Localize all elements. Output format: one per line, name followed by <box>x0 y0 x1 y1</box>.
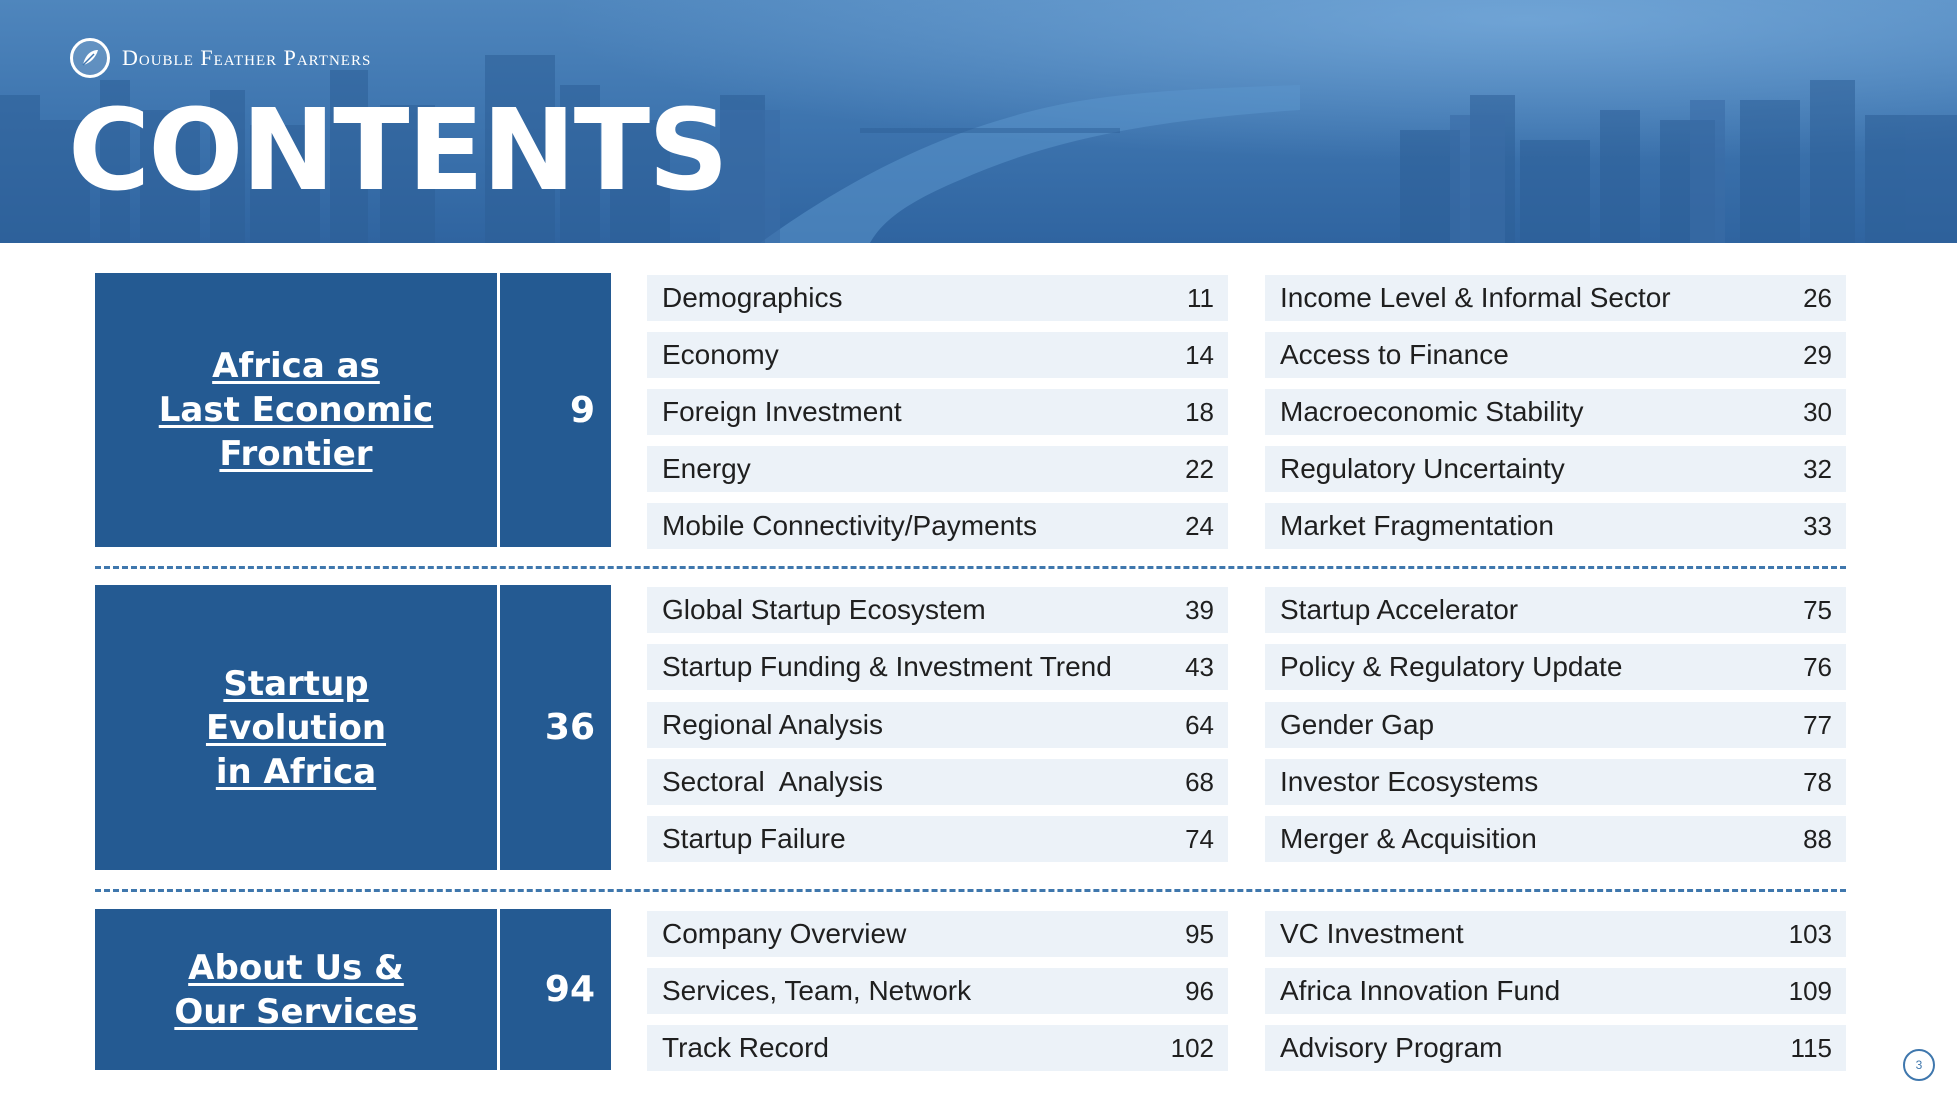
toc-item-label: Income Level & Informal Sector <box>1280 282 1671 313</box>
toc-item-page: 78 <box>1803 766 1832 797</box>
section-title-box <box>95 585 497 870</box>
header-banner <box>0 0 1957 243</box>
toc-item[interactable] <box>1265 275 1846 321</box>
toc-item-label: Startup Failure <box>662 823 846 854</box>
toc-item-label: Advisory Program <box>1280 1032 1503 1063</box>
section-title-link[interactable]: About Us & Our Services <box>174 947 418 1032</box>
toc-item-page: 96 <box>1185 975 1214 1006</box>
toc-item[interactable] <box>647 389 1228 435</box>
toc-item-label: Company Overview <box>662 918 907 949</box>
toc-item-label: Services, Team, Network <box>662 975 972 1006</box>
toc-item-page: 43 <box>1185 651 1214 682</box>
toc-item[interactable] <box>1265 759 1846 805</box>
toc-item-page: 109 <box>1788 975 1832 1006</box>
section-startup-evolution <box>0 585 1957 870</box>
toc-item-label: Energy <box>662 453 751 484</box>
toc-item-page: 30 <box>1803 396 1832 427</box>
toc-item-label: Mobile Connectivity/Payments <box>662 510 1038 541</box>
toc-item[interactable] <box>647 911 1228 957</box>
section-title-box <box>95 909 497 1070</box>
toc-item[interactable] <box>1265 389 1846 435</box>
toc-item-page: 88 <box>1803 823 1832 854</box>
toc-item-page: 74 <box>1185 823 1214 854</box>
toc-item-page: 39 <box>1185 594 1214 625</box>
toc-item[interactable] <box>1265 446 1846 492</box>
toc-item[interactable] <box>647 275 1228 321</box>
toc-item-label: VC Investment <box>1280 918 1464 949</box>
toc-item[interactable] <box>1265 587 1846 633</box>
section-title-link[interactable]: Africa as Last Economic Frontier <box>158 346 434 474</box>
toc-item-page: 95 <box>1185 918 1214 949</box>
toc-item[interactable] <box>1265 968 1846 1014</box>
section-about-us <box>0 909 1957 1070</box>
toc-item-label: Access to Finance <box>1280 339 1509 370</box>
toc-item[interactable] <box>1265 911 1846 957</box>
toc-item-label: Merger & Acquisition <box>1280 823 1537 854</box>
toc-item-page: 22 <box>1185 453 1214 484</box>
toc-item-label: Economy <box>662 339 779 370</box>
toc-item-page: 11 <box>1187 282 1214 313</box>
toc-item-label: Regional Analysis <box>662 709 884 740</box>
toc-item[interactable] <box>647 644 1228 690</box>
toc-item-page: 32 <box>1803 453 1832 484</box>
toc-item-page: 26 <box>1803 282 1832 313</box>
toc-item[interactable] <box>647 968 1228 1014</box>
section-page-box <box>500 585 611 870</box>
toc-item[interactable] <box>647 503 1228 549</box>
toc-item[interactable] <box>1265 702 1846 748</box>
toc-item-label: Startup Funding & Investment Trend <box>662 651 1112 682</box>
toc-item[interactable] <box>647 759 1228 805</box>
toc-item-page: 18 <box>1185 396 1214 427</box>
section-divider <box>95 889 1846 892</box>
toc-item[interactable] <box>647 1025 1228 1071</box>
section-page-box <box>500 273 611 547</box>
slide-page-number: 3 <box>1903 1049 1935 1081</box>
toc-item-label: Foreign Investment <box>662 396 902 427</box>
toc-item-page: 77 <box>1803 709 1832 740</box>
toc-item-label: Demographics <box>662 282 843 313</box>
toc-item[interactable] <box>1265 644 1846 690</box>
toc-item-page: 115 <box>1790 1032 1832 1063</box>
section-title-link[interactable]: Startup Evolution in Africa <box>205 663 387 792</box>
toc-item-page: 102 <box>1170 1032 1214 1063</box>
brand <box>70 38 371 78</box>
toc-item-label: Macroeconomic Stability <box>1280 396 1584 427</box>
toc-item-page: 75 <box>1803 594 1832 625</box>
toc-item-page: 103 <box>1788 918 1832 949</box>
section-page-number: 9 <box>569 389 595 431</box>
section-page-number: 94 <box>544 969 595 1010</box>
toc-item-label: Startup Accelerator <box>1280 594 1519 625</box>
toc-item[interactable] <box>1265 816 1846 862</box>
toc-item[interactable] <box>1265 332 1846 378</box>
toc-item-page: 68 <box>1185 766 1214 797</box>
toc-item[interactable] <box>647 587 1228 633</box>
toc-item-label: Sectoral Analysis <box>662 766 883 797</box>
toc-item[interactable] <box>647 816 1228 862</box>
section-title-box <box>95 273 497 547</box>
toc-item[interactable] <box>647 702 1228 748</box>
section-africa-frontier <box>0 273 1957 547</box>
toc-item[interactable] <box>1265 1025 1846 1071</box>
toc-item[interactable] <box>1265 503 1846 549</box>
toc-item-label: Gender Gap <box>1280 709 1435 740</box>
section-page-number: 36 <box>544 707 595 748</box>
toc-item-page: 14 <box>1185 339 1214 370</box>
toc-item-label: Market Fragmentation <box>1280 510 1554 541</box>
section-page-box <box>500 909 611 1070</box>
toc-item-label: Track Record <box>662 1032 830 1063</box>
brand-name: Double Feather Partners <box>122 45 372 70</box>
toc-item-page: 76 <box>1803 651 1832 682</box>
toc-item-page: 33 <box>1803 510 1832 541</box>
toc-item-label: Africa Innovation Fund <box>1280 975 1561 1006</box>
toc-item-label: Investor Ecosystems <box>1280 766 1539 797</box>
toc-item-page: 64 <box>1185 709 1214 740</box>
toc-item[interactable] <box>647 332 1228 378</box>
toc-item-page: 29 <box>1803 339 1832 370</box>
toc-item-label: Policy & Regulatory Update <box>1280 651 1623 682</box>
section-divider <box>95 566 1846 569</box>
toc-item-label: Global Startup Ecosystem <box>662 594 986 625</box>
toc-item-page: 24 <box>1185 510 1214 541</box>
page-title: CONTENTS <box>68 86 727 216</box>
feather-logo-icon <box>70 38 110 78</box>
toc-item-label: Regulatory Uncertainty <box>1280 453 1565 484</box>
toc-item[interactable] <box>647 446 1228 492</box>
